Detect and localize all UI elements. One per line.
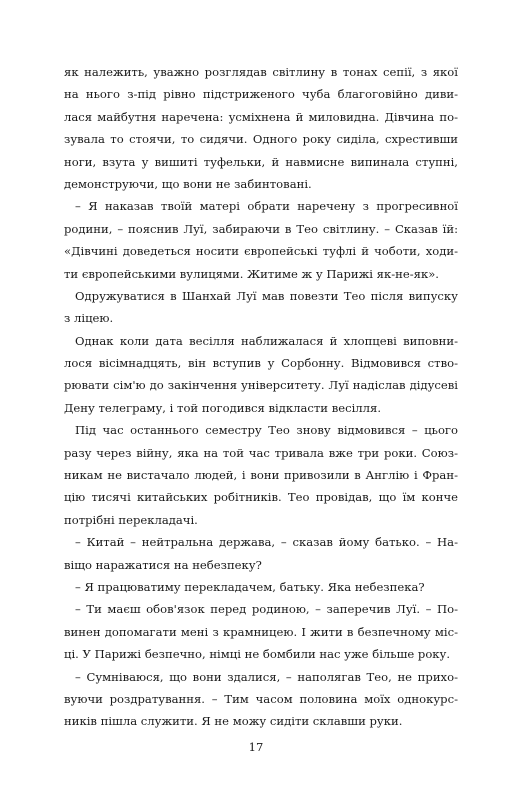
text-line: никам не вистачало людей, і вони привозили в Англію і Фран- bbox=[64, 468, 458, 483]
text-line: – Китай – нейтральна держава, – сказав йому батько. – На- bbox=[75, 535, 458, 550]
text-line: Однак коли дата весілля наближалася й хлопцеві виповни- bbox=[75, 333, 458, 348]
paragraph bbox=[64, 576, 458, 598]
text-line: зувала то стоячи, то сидячи. Одного року сиділа, схрестивши bbox=[64, 132, 458, 147]
text-line: лося вісімнадцять, він вступив у Сорбонну. Відмовився ство- bbox=[64, 356, 458, 371]
text-line: винен допомагати мені з крамницею. І жити в безпечному міс- bbox=[64, 624, 458, 639]
text-line: родини, – пояснив Луї, забираючи в Тео світлину. – Сказав їй: bbox=[64, 221, 458, 236]
paragraph bbox=[64, 598, 458, 665]
text-line: цію тисячі китайських робітників. Тео провідав, що їм конче bbox=[64, 490, 458, 505]
paragraph bbox=[64, 61, 458, 195]
text-line: Дену телеграму, і той погодився відкласти весілля. bbox=[64, 400, 382, 415]
text-line: на нього з-під рівно підстриженого чуба благоговійно диви- bbox=[64, 87, 458, 102]
text-line: – Я наказав твоїй матері обрати наречену з прогресивної bbox=[75, 199, 458, 214]
text-line: вуючи роздратування. – Тим часом половина моїх однокурс- bbox=[64, 691, 458, 706]
text-line: як належить, уважно розглядав світлину в тонах сепії, з якої bbox=[64, 65, 458, 79]
text-line: «Дівчині доведеться носити європейські туфлі й чоботи, ходи- bbox=[64, 244, 458, 259]
paragraph bbox=[64, 285, 458, 330]
page-text bbox=[64, 61, 458, 733]
text-line: віщо наражатися на небезпеку? bbox=[64, 557, 262, 572]
text-line: рювати сім'ю до закінчення університету. Луї надіслав дідусеві bbox=[64, 378, 458, 393]
text-line: разу через війну, яка на той час тривала вже три роки. Союз- bbox=[64, 445, 458, 460]
paragraph bbox=[64, 419, 458, 531]
text-line: Одружуватися в Шанхай Луї мав повезти Тео після випуску bbox=[75, 288, 458, 303]
text-line: – Я працюватиму перекладачем, батьку. Яка небезпека? bbox=[75, 579, 425, 594]
text-line: – Сумніваюся, що вони здалися, – наполягав Тео, не прихо- bbox=[75, 669, 458, 684]
text-line: Під час останнього семестру Тео знову відмовився – цього bbox=[75, 423, 458, 438]
text-line: з ліцею. bbox=[64, 311, 114, 326]
paragraph bbox=[64, 666, 458, 733]
text-line: ників пішла служити. Я не можу сидіти склавши руки. bbox=[64, 714, 403, 729]
page-number: 17 bbox=[248, 740, 264, 754]
text-line: ти європейськими вулицями. Житиме ж у Парижі як-не-як». bbox=[64, 266, 439, 281]
paragraph bbox=[64, 531, 458, 576]
text-line: – Ти маєш обов'язок перед родиною, – заперечив Луї. – По- bbox=[75, 602, 458, 617]
paragraph bbox=[64, 330, 458, 420]
paragraph bbox=[64, 195, 458, 285]
text-line: демонструючи, що вони не забинтовані. bbox=[64, 176, 312, 191]
text-line: лася майбутня наречена: усміхнена й миловидна. Дівчина по- bbox=[64, 109, 458, 124]
text-line: ноги, взута у вишиті туфельки, й навмисне випинала ступні, bbox=[64, 154, 458, 169]
text-line: ці. У Парижі безпечно, німці не бомбили нас уже більше року. bbox=[64, 647, 451, 662]
text-line: потрібні перекладачі. bbox=[64, 512, 198, 527]
